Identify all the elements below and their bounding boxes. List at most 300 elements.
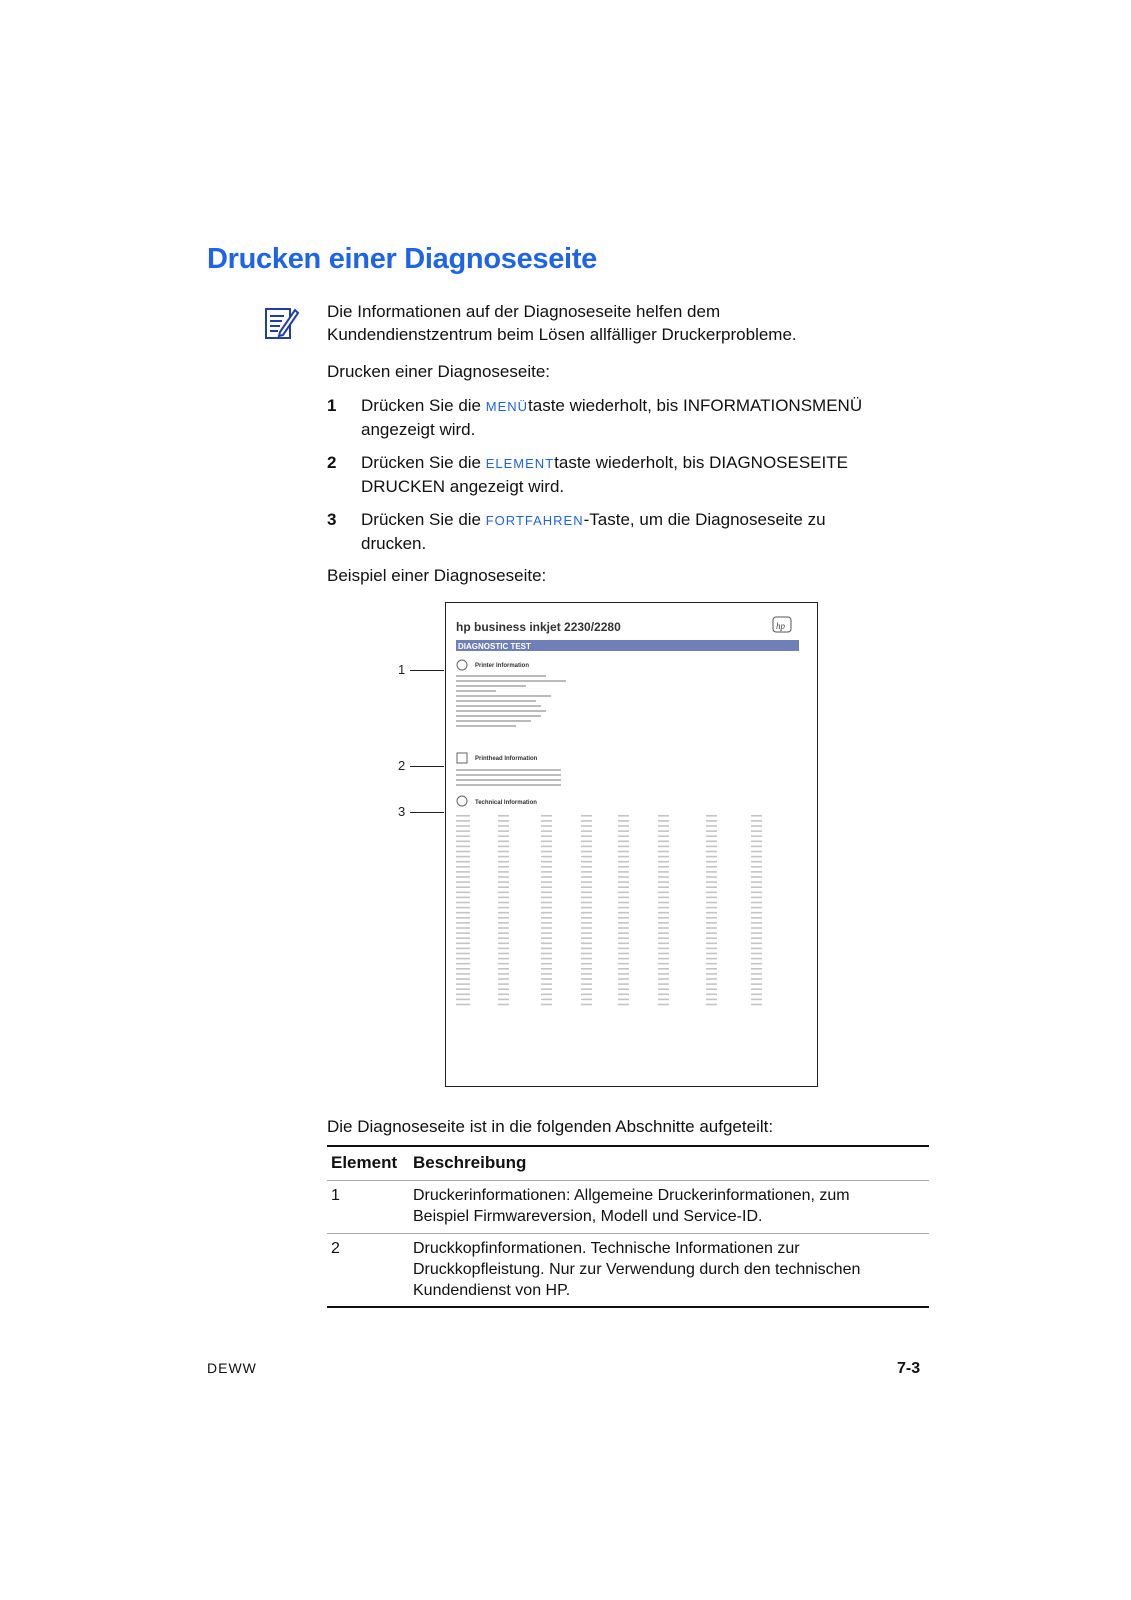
sample-line xyxy=(658,922,669,924)
sample-line xyxy=(581,902,592,904)
sample-line xyxy=(706,856,717,858)
sample-line xyxy=(498,922,509,924)
sample-line xyxy=(658,978,669,980)
sample-line xyxy=(658,973,669,975)
sample-line xyxy=(706,886,717,888)
sample-line xyxy=(456,881,470,883)
sample-line xyxy=(751,846,762,848)
sample-line xyxy=(498,871,509,873)
sample-line xyxy=(706,861,717,863)
sample-line xyxy=(706,927,717,929)
sample-line xyxy=(456,886,470,888)
sample-line xyxy=(618,937,629,939)
sample-line xyxy=(706,841,717,843)
sample-line xyxy=(618,988,629,990)
sample-line xyxy=(541,973,552,975)
sample-line xyxy=(751,881,762,883)
sample-line xyxy=(456,830,470,832)
sample-line xyxy=(456,927,470,929)
sample-line xyxy=(658,963,669,965)
footer-left: DEWW xyxy=(207,1360,257,1376)
sample-line xyxy=(498,835,509,837)
sample-line xyxy=(456,856,470,858)
example-label: Beispiel einer Diagnoseseite: xyxy=(327,566,547,585)
sample-line xyxy=(618,871,629,873)
sample-line xyxy=(541,968,552,970)
sample-line xyxy=(706,922,717,924)
sample-line xyxy=(498,912,509,914)
sample-line xyxy=(541,953,552,955)
sample-line xyxy=(498,846,509,848)
step-text: angezeigt wird. xyxy=(361,420,476,439)
sample-line xyxy=(618,958,629,960)
step-text: Drücken Sie die xyxy=(361,510,486,529)
sample-lines-3 xyxy=(456,815,762,1005)
table-row-rule xyxy=(327,1233,929,1234)
sample-line xyxy=(581,994,592,996)
sample-line xyxy=(658,866,669,868)
sample-line xyxy=(751,994,762,996)
sample-line xyxy=(498,1004,509,1006)
sample-line xyxy=(658,999,669,1001)
sample-line xyxy=(658,917,669,919)
sample-line xyxy=(456,892,470,894)
sample-line xyxy=(706,912,717,914)
sample-line xyxy=(456,846,470,848)
sample-line xyxy=(706,892,717,894)
element-key: ELEMENT xyxy=(485,456,555,471)
sample-line xyxy=(581,851,592,853)
sample-line xyxy=(658,953,669,955)
sample-line xyxy=(618,815,629,817)
step-number: 3 xyxy=(327,510,337,529)
sample-line xyxy=(618,851,629,853)
sample-line xyxy=(751,856,762,858)
sample-line xyxy=(581,932,592,934)
printhead-icon xyxy=(457,753,467,763)
sample-line xyxy=(581,886,592,888)
sample-line xyxy=(541,927,552,929)
step-text: DRUCKEN angezeigt wird. xyxy=(361,477,565,496)
sample-line xyxy=(618,897,629,899)
sample-line xyxy=(541,902,552,904)
sample-line xyxy=(618,881,629,883)
sample-line xyxy=(541,871,552,873)
hp-logo-text: hp xyxy=(776,621,785,631)
sample-line xyxy=(658,876,669,878)
sample-line xyxy=(751,999,762,1001)
sample-line xyxy=(618,912,629,914)
sample-line xyxy=(581,988,592,990)
sample-line xyxy=(618,1004,629,1006)
sample-line xyxy=(456,866,470,868)
sample-line xyxy=(751,932,762,934)
sample-line xyxy=(751,825,762,827)
sample-line xyxy=(751,963,762,965)
sample-line xyxy=(658,861,669,863)
sample-line xyxy=(456,861,470,863)
sample-line xyxy=(541,830,552,832)
sample-line xyxy=(541,958,552,960)
sample-line xyxy=(581,968,592,970)
sample-line xyxy=(751,978,762,980)
sample-line xyxy=(498,866,509,868)
sample-line xyxy=(618,856,629,858)
sample-line xyxy=(581,861,592,863)
sample-line xyxy=(706,876,717,878)
sample-line xyxy=(706,978,717,980)
sample-lines-2 xyxy=(456,769,561,786)
sample-line xyxy=(706,1004,717,1006)
sample-line xyxy=(541,815,552,817)
sample-line xyxy=(618,983,629,985)
sample-line xyxy=(456,948,470,950)
callout-3: 3 xyxy=(398,804,406,819)
sample-line xyxy=(658,897,669,899)
sample-line xyxy=(706,907,717,909)
sample-line xyxy=(581,892,592,894)
note-line-2: Kundendienstzentrum beim Lösen allfälliger Druckerprobleme. xyxy=(327,325,797,344)
sample-line xyxy=(541,963,552,965)
page-title: Drucken einer Diagnoseseite xyxy=(207,243,597,275)
sample-line xyxy=(456,958,470,960)
sample-line xyxy=(618,927,629,929)
sample-line xyxy=(618,886,629,888)
sample-line xyxy=(581,825,592,827)
callout-2: 2 xyxy=(398,758,406,773)
sample-line xyxy=(541,922,552,924)
sample-line xyxy=(706,830,717,832)
sample-line xyxy=(498,994,509,996)
sample-line xyxy=(456,876,470,878)
sample-line xyxy=(456,912,470,914)
sample-line xyxy=(618,866,629,868)
sample-line xyxy=(706,871,717,873)
menu-key: MENÜ xyxy=(485,399,529,414)
sample-line xyxy=(581,963,592,965)
sample-line xyxy=(658,937,669,939)
sample-section-2: Printhead Information xyxy=(475,756,538,762)
sample-line xyxy=(456,907,470,909)
table-cell-element: 1 xyxy=(331,1187,340,1204)
sample-line xyxy=(751,953,762,955)
sample-line xyxy=(456,994,470,996)
sample-line xyxy=(751,861,762,863)
sample-line xyxy=(541,978,552,980)
sample-line xyxy=(498,830,509,832)
sample-line xyxy=(456,988,470,990)
sample-line xyxy=(456,841,470,843)
sample-line xyxy=(498,958,509,960)
sample-line xyxy=(498,856,509,858)
sample-line xyxy=(658,815,669,817)
sample-line xyxy=(581,856,592,858)
sample-line xyxy=(541,856,552,858)
sample-line xyxy=(498,937,509,939)
sample-line xyxy=(618,932,629,934)
sample-line xyxy=(456,953,470,955)
sample-line xyxy=(658,871,669,873)
sample-line xyxy=(456,871,470,873)
sample-line xyxy=(541,994,552,996)
sample-line xyxy=(706,897,717,899)
sample-line xyxy=(751,866,762,868)
sample-line xyxy=(751,892,762,894)
sample-line xyxy=(498,932,509,934)
sample-line xyxy=(581,835,592,837)
sample-line xyxy=(541,897,552,899)
sample-line xyxy=(498,978,509,980)
sample-line xyxy=(751,948,762,950)
sample-line xyxy=(581,973,592,975)
table-top-rule xyxy=(327,1145,929,1147)
sample-line xyxy=(706,917,717,919)
sample-line xyxy=(751,830,762,832)
sample-line xyxy=(658,820,669,822)
sample-line xyxy=(541,912,552,914)
sample-line xyxy=(498,820,509,822)
sample-line xyxy=(706,932,717,934)
sample-line xyxy=(706,963,717,965)
sample-line xyxy=(618,978,629,980)
sample-line xyxy=(498,948,509,950)
sample-line xyxy=(541,886,552,888)
sample-line xyxy=(498,907,509,909)
step-text: -Taste, um die Diagnoseseite zu xyxy=(583,510,826,529)
sample-line xyxy=(498,968,509,970)
sample-line xyxy=(751,983,762,985)
sample-line xyxy=(498,988,509,990)
sample-line xyxy=(456,968,470,970)
sample-line xyxy=(706,988,717,990)
sample-line xyxy=(751,927,762,929)
sample-section-3: Technical Information xyxy=(475,800,537,806)
sample-line xyxy=(456,978,470,980)
sample-line xyxy=(618,861,629,863)
sample-line xyxy=(498,897,509,899)
sample-line xyxy=(618,830,629,832)
sample-line xyxy=(498,881,509,883)
sample-line xyxy=(751,973,762,975)
sample-line xyxy=(618,892,629,894)
sample-line xyxy=(618,948,629,950)
sample-line xyxy=(751,820,762,822)
sample-line xyxy=(618,876,629,878)
callout-line xyxy=(410,766,444,767)
sample-line xyxy=(498,886,509,888)
sample-line xyxy=(706,825,717,827)
sample-line xyxy=(581,917,592,919)
sample-line xyxy=(618,907,629,909)
sample-line xyxy=(498,927,509,929)
sample-line xyxy=(581,948,592,950)
sample-line xyxy=(581,871,592,873)
sample-line xyxy=(541,1004,552,1006)
diagnostic-page-illustration xyxy=(446,603,817,1086)
sample-line xyxy=(618,825,629,827)
table-header-description: Beschreibung xyxy=(413,1153,527,1172)
sample-line xyxy=(541,881,552,883)
step-number: 1 xyxy=(327,396,337,415)
sample-line xyxy=(581,907,592,909)
sample-line xyxy=(456,937,470,939)
sample-line xyxy=(581,953,592,955)
sample-line xyxy=(581,912,592,914)
sample-line xyxy=(541,983,552,985)
sample-line xyxy=(751,902,762,904)
sample-line xyxy=(581,866,592,868)
callout-line xyxy=(410,670,444,671)
sample-line xyxy=(658,932,669,934)
table-cell-element: 2 xyxy=(331,1240,340,1257)
sample-line xyxy=(498,851,509,853)
sample-line xyxy=(706,953,717,955)
sample-line xyxy=(706,943,717,945)
sample-line xyxy=(541,907,552,909)
sample-line xyxy=(456,999,470,1001)
sample-line xyxy=(658,968,669,970)
sample-line xyxy=(541,917,552,919)
sample-line xyxy=(581,841,592,843)
sample-line xyxy=(498,953,509,955)
sample-line xyxy=(618,922,629,924)
sample-line xyxy=(658,948,669,950)
sample-line xyxy=(658,1004,669,1006)
sample-line xyxy=(498,841,509,843)
sample-line xyxy=(706,958,717,960)
table-cell-description: Druckkopfinformationen. Technische Informationen zur xyxy=(413,1240,800,1257)
sample-line xyxy=(706,846,717,848)
sample-line xyxy=(751,907,762,909)
sample-line xyxy=(541,988,552,990)
sample-line xyxy=(456,825,470,827)
sample-line xyxy=(581,1004,592,1006)
sample-line xyxy=(751,943,762,945)
table-cell-description: Kundendienst von HP. xyxy=(413,1282,571,1299)
sample-line xyxy=(581,815,592,817)
sample-line xyxy=(658,856,669,858)
sample-title: hp business inkjet 2230/2280 xyxy=(456,620,621,634)
sample-line xyxy=(541,943,552,945)
sample-section-1: Printer Information xyxy=(475,663,530,669)
sample-line xyxy=(658,994,669,996)
sample-line xyxy=(751,886,762,888)
sample-line xyxy=(658,886,669,888)
sample-line xyxy=(658,830,669,832)
sample-line xyxy=(618,973,629,975)
sample-line xyxy=(541,861,552,863)
sample-line xyxy=(456,917,470,919)
sample-line xyxy=(498,876,509,878)
sections-intro: Die Diagnoseseite ist in die folgenden Abschnitte aufgeteilt: xyxy=(327,1117,774,1136)
continue-key: FORTFAHREN xyxy=(485,513,584,528)
sample-line xyxy=(706,851,717,853)
table-bottom-rule xyxy=(327,1306,929,1308)
sample-line xyxy=(658,907,669,909)
table-cell-description: Druckkopfleistung. Nur zur Verwendung durch den technischen xyxy=(413,1261,861,1278)
sample-line xyxy=(751,917,762,919)
sample-line xyxy=(541,999,552,1001)
page-number: 7-3 xyxy=(897,1360,921,1377)
sample-line xyxy=(456,851,470,853)
sample-line xyxy=(706,815,717,817)
note-icon xyxy=(264,304,300,340)
sample-line xyxy=(618,902,629,904)
sample-line xyxy=(498,963,509,965)
sample-line xyxy=(618,994,629,996)
sample-line xyxy=(706,973,717,975)
sample-line xyxy=(706,937,717,939)
sample-line xyxy=(751,1004,762,1006)
sample-line xyxy=(456,820,470,822)
sample-line xyxy=(456,932,470,934)
table-header-element: Element xyxy=(331,1153,398,1172)
step-text: taste wiederholt, bis INFORMATIONSMENÜ xyxy=(528,396,863,415)
sample-line xyxy=(581,820,592,822)
sample-line xyxy=(706,835,717,837)
sample-line xyxy=(658,902,669,904)
sample-line xyxy=(751,871,762,873)
sample-line xyxy=(618,963,629,965)
sample-line xyxy=(751,851,762,853)
sample-line xyxy=(751,912,762,914)
sample-line xyxy=(618,953,629,955)
note-line-1: Die Informationen auf der Diagnoseseite helfen dem xyxy=(327,302,721,321)
step-text: Drücken Sie die xyxy=(361,396,486,415)
sample-line xyxy=(541,841,552,843)
table-cell-description: Druckerinformationen: Allgemeine Druckerinformationen, zum xyxy=(413,1187,850,1204)
sample-line xyxy=(581,978,592,980)
sample-line xyxy=(498,973,509,975)
sample-line xyxy=(706,968,717,970)
sample-line xyxy=(706,999,717,1001)
sample-line xyxy=(658,846,669,848)
sample-line xyxy=(498,999,509,1001)
sample-line xyxy=(658,841,669,843)
sample-line xyxy=(706,902,717,904)
sample-line xyxy=(456,983,470,985)
sample-line xyxy=(581,846,592,848)
sample-line xyxy=(618,917,629,919)
sample-line xyxy=(658,943,669,945)
sample-line xyxy=(581,927,592,929)
sample-line xyxy=(581,830,592,832)
sample-line xyxy=(541,820,552,822)
sample-line xyxy=(658,912,669,914)
sample-line xyxy=(498,861,509,863)
sample-line xyxy=(751,968,762,970)
sample-line xyxy=(658,835,669,837)
sample-line xyxy=(618,943,629,945)
sample-line xyxy=(658,881,669,883)
sample-title-bar-text: DIAGNOSTIC TEST xyxy=(458,642,531,651)
sample-line xyxy=(581,876,592,878)
sample-line xyxy=(541,835,552,837)
sample-line xyxy=(658,988,669,990)
sample-line xyxy=(456,922,470,924)
sample-line xyxy=(541,866,552,868)
sample-lines-1 xyxy=(456,675,566,727)
sample-line xyxy=(658,958,669,960)
diagnostic-page-sample xyxy=(445,602,818,1087)
sample-line xyxy=(706,881,717,883)
sample-line xyxy=(658,892,669,894)
sample-line xyxy=(581,958,592,960)
sample-line xyxy=(751,922,762,924)
sample-line xyxy=(706,983,717,985)
printer-icon xyxy=(457,660,467,670)
step-text: drucken. xyxy=(361,534,427,553)
